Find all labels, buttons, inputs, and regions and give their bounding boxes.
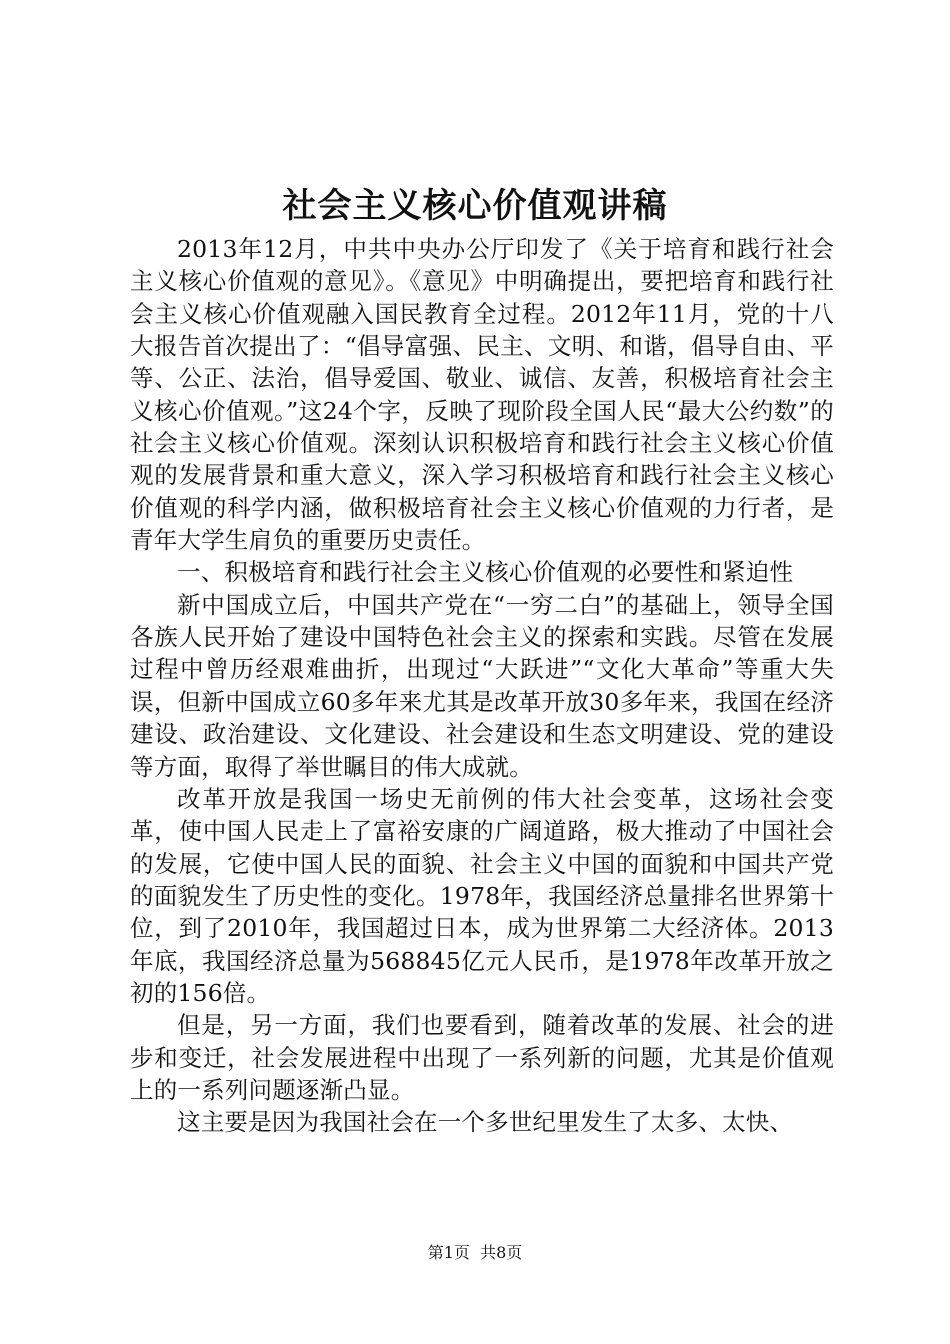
paragraph-continued: 这主要是因为我国社会在一个多世纪里发生了太多、太快、 [177,1108,794,1137]
paragraph-history: 新中国成立后，中国共产党在“一穷二白”的基础上，领导全国各族人民开始了建设中国特色社会主义的探索和实践。尽管在发展过程中曾历经艰难曲折，出现过“大跃进”“文化大革命”等重大失误，但新中国成立60多年来尤其是改革开放30多年来，我国在经济建设、政治建设、文化建设、社会建设和生态文明建设、党的建设等方面，取得了举世瞩目的伟大成就。 [130,590,834,781]
document-body [130,233,834,1193]
paragraph-problems: 但是，另一方面，我们也要看到，随着改革的发展、社会的进步和变迁，社会发展进程中出现了一系列新的问题，尤其是价值观上的一系列问题逐渐凸显。 [130,1011,834,1104]
section-heading: 一、积极培育和践行社会主义核心价值观的必要性和紧迫性 [177,558,794,587]
page-number: 第1页 [427,1243,470,1262]
paragraph-reform: 改革开放是我国一场史无前例的伟大社会变革，这场社会变革，使中国人民走上了富裕安康的广阔道路，极大推动了中国社会的发展，它使中国人民的面貌、社会主义中国的面貌和中国共产党的面貌发生了历史性的变化。1978年，我国经济总量排名世界第十位，到了2010年，我国超过日本，成为世界第二大经济体。2013年底，我国经济总量为568845亿元人民币，是1978年改革开放之初的156倍。 [130,784,834,1007]
paragraph-intro: 2013年12月，中共中央办公厅印发了《关于培育和践行社会主义核心价值观的意见》。《意见》中明确提出，要把培育和践行社会主义核心价值观融入国民教育全过程。2012年11月，党的十八大报告首次提出了：“倡导富强、民主、文明、和谐，倡导自由、平等、公正、法治，倡导爱国、敬业、诚信、友善，积极培育社会主义核心价值观。”这24个字，反映了现阶段全国人民“最大公约数”的社会主义核心价值观。深刻认识积极培育和践行社会主义核心价值观的发展背景和重大意义，深入学习积极培育和践行社会主义核心价值观的科学内涵，做积极培育社会主义核心价值观的力行者，是青年大学生肩负的重要历史责任。 [130,235,834,555]
footer-spacer [470,1243,480,1262]
page-footer [0,1242,950,1264]
document-title: 社会主义核心价值观讲稿 [282,186,668,226]
page-total: 共8页 [480,1243,523,1262]
